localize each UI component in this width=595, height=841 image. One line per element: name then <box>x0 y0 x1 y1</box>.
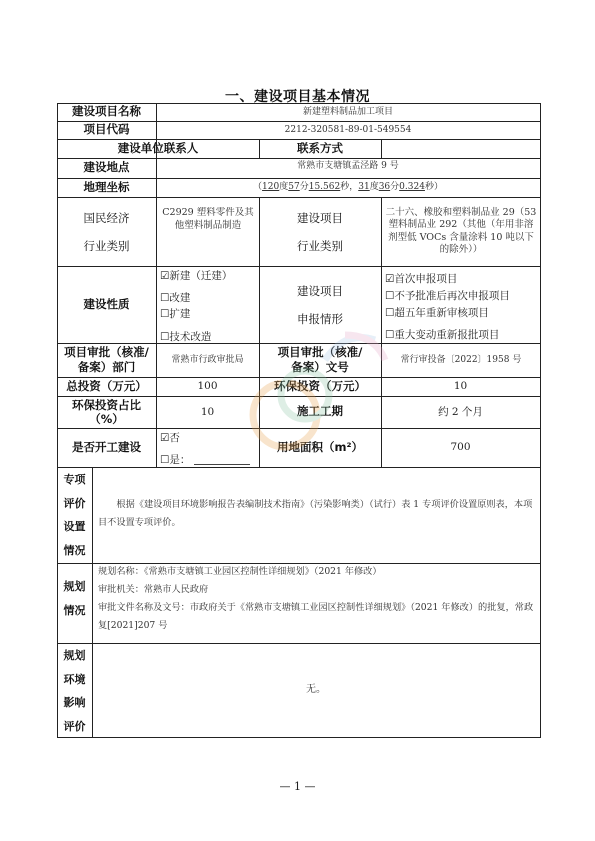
planning-authority: 审批机关：常熟市人民政府 <box>98 584 209 595</box>
label-char: 影响 <box>63 696 86 709</box>
checkbox-not-started[interactable]: ☑否 <box>160 432 180 444</box>
checkbox-rebuild[interactable]: ☐改建 <box>160 292 191 304</box>
text-special-assessment: 根据《建设项目环境影响报告表编制技术指南》（污染影响类）（试行）表 1 专项评价设置原则表，本项目不设置专项评价。 <box>98 499 533 528</box>
checkbox-started[interactable]: ☐是： <box>160 454 191 466</box>
lat-second: 0.324 <box>399 182 425 193</box>
label-line: （%） <box>89 412 124 426</box>
label-line: 环保投资占比 <box>72 398 141 412</box>
planning-approval-doc: 审批文件名称及文号：市政府关于《常熟市支塘镇工业园区控制性详细规划》（2021 年修改）的批复，常政复[2021]207 号 <box>98 602 534 631</box>
page-title: 一、建设项目基本情况 <box>225 89 370 105</box>
checkbox-first-declaration[interactable]: ☑首次申报项目 <box>385 273 458 285</box>
label-line: 备案）文号 <box>291 360 349 374</box>
checkbox-five-year-review[interactable]: ☐超五年重新审核项目 <box>385 307 489 319</box>
value-industry: C2929 塑料零件及其他塑料制品制造 <box>162 207 254 231</box>
section-label-special <box>57 468 92 562</box>
deg-unit: 度 <box>279 182 289 193</box>
value-total-investment: 100 <box>197 380 218 393</box>
label-line: 国民经济 <box>83 210 130 225</box>
label-construction-started: 是否开工建设 <box>72 439 141 454</box>
sec-unit: 秒） <box>424 182 443 193</box>
label-declaration-type <box>259 266 381 343</box>
label-coordinates: 地理坐标 <box>83 179 130 194</box>
label-total-investment: 总投资（万元） <box>66 378 147 393</box>
label-env-ratio <box>57 396 156 428</box>
label-char: 评价 <box>63 719 86 733</box>
table-right-border <box>540 103 541 737</box>
value-project-name: 新建塑料制品加工项目 <box>302 106 393 117</box>
checkbox-expand[interactable]: ☐扩建 <box>160 308 191 320</box>
value-construction-period: 约 2 个月 <box>438 405 483 418</box>
label-char: 规划 <box>63 580 86 593</box>
row-divider <box>57 467 541 468</box>
lon-minute: 57 <box>288 182 300 193</box>
label-construction-period: 施工工期 <box>297 404 343 419</box>
label-char: 环境 <box>63 672 86 686</box>
label-contact: 建设单位联系人 <box>117 140 199 155</box>
page-number: — 1 — <box>279 780 316 793</box>
value-env-ratio: 10 <box>200 405 215 418</box>
text-planning <box>98 563 536 635</box>
section-label-planning <box>57 575 92 622</box>
label-project-code: 项目代码 <box>83 122 130 137</box>
label-approval-doc <box>259 343 381 377</box>
value-coordinates <box>156 178 540 197</box>
label-line: 申报情形 <box>297 311 343 326</box>
label-char: 设置 <box>63 520 86 533</box>
lat-minute: 36 <box>378 182 391 193</box>
label-industry <box>57 197 156 266</box>
label-line: 项目审批（核准/ <box>277 345 363 359</box>
value-approval-dept: 常熟市行政审批局 <box>171 354 244 365</box>
label-approval-dept <box>57 343 156 377</box>
label-env-investment: 环保投资（万元） <box>274 378 366 393</box>
label-location: 建设地点 <box>83 160 130 175</box>
label-char: 规划 <box>63 649 86 662</box>
label-phone: 联系方式 <box>297 140 343 155</box>
sec-unit: 秒， <box>340 182 359 193</box>
label-char: 情况 <box>63 603 86 617</box>
deg-unit: 度 <box>369 182 379 193</box>
checkbox-major-change[interactable]: ☐重大变动重新报批项目 <box>385 329 500 341</box>
label-line: 建设项目 <box>297 210 343 225</box>
label-construction-nature: 建设性质 <box>83 296 130 311</box>
label-char: 情况 <box>63 543 86 557</box>
table-bottom-border <box>57 737 541 738</box>
value-env-investment: 10 <box>453 380 468 393</box>
label-land-area: 用地面积（m²） <box>276 439 364 454</box>
checkbox-tech-upgrade[interactable]: ☐技术改造 <box>160 331 212 343</box>
section-label-planning-env <box>57 644 92 738</box>
label-line: 行业类别 <box>297 238 343 253</box>
column-divider <box>381 139 382 158</box>
checkbox-redeclaration[interactable]: ☐不予批准后再次申报项目 <box>385 290 510 302</box>
value-project-category: 二十六、橡胶和塑料制品业 29（53 塑料制品业 292（其他（年用非溶剂型低 VOCs 含量涂料 10 吨以下的除外）） <box>385 206 537 255</box>
coord-paren: （ <box>253 182 263 193</box>
label-project-name: 建设项目名称 <box>72 104 141 119</box>
started-blank-underline <box>194 464 250 465</box>
value-approval-doc: 常行审投备〔2022〕1958 号 <box>400 354 522 365</box>
label-line: 备案）部门 <box>77 360 136 374</box>
lat-degree: 31 <box>358 182 370 193</box>
label-project-category <box>259 197 381 266</box>
min-unit: 分 <box>390 182 400 193</box>
label-line: 行业类别 <box>83 238 130 253</box>
label-char: 评价 <box>63 496 86 510</box>
min-unit: 分 <box>299 182 309 193</box>
text-planning-env: 无。 <box>306 684 326 696</box>
lon-second: 15.562 <box>308 182 341 193</box>
value-project-code: 2212-320581-89-01-549554 <box>284 124 412 135</box>
label-line: 项目审批（核准/ <box>64 345 149 359</box>
checkbox-new-build[interactable]: ☑新建（迁建） <box>160 270 233 282</box>
value-land-area: 700 <box>450 441 471 454</box>
lon-degree: 120 <box>262 182 280 193</box>
label-line: 建设项目 <box>297 283 343 298</box>
value-location: 常熟市支塘镇孟泾路 9 号 <box>297 160 399 171</box>
planning-name: 规划名称：《常熟市支塘镇工业园区控制性详细规划》（2021 年修改） <box>98 566 382 577</box>
label-char: 专项 <box>63 473 86 486</box>
